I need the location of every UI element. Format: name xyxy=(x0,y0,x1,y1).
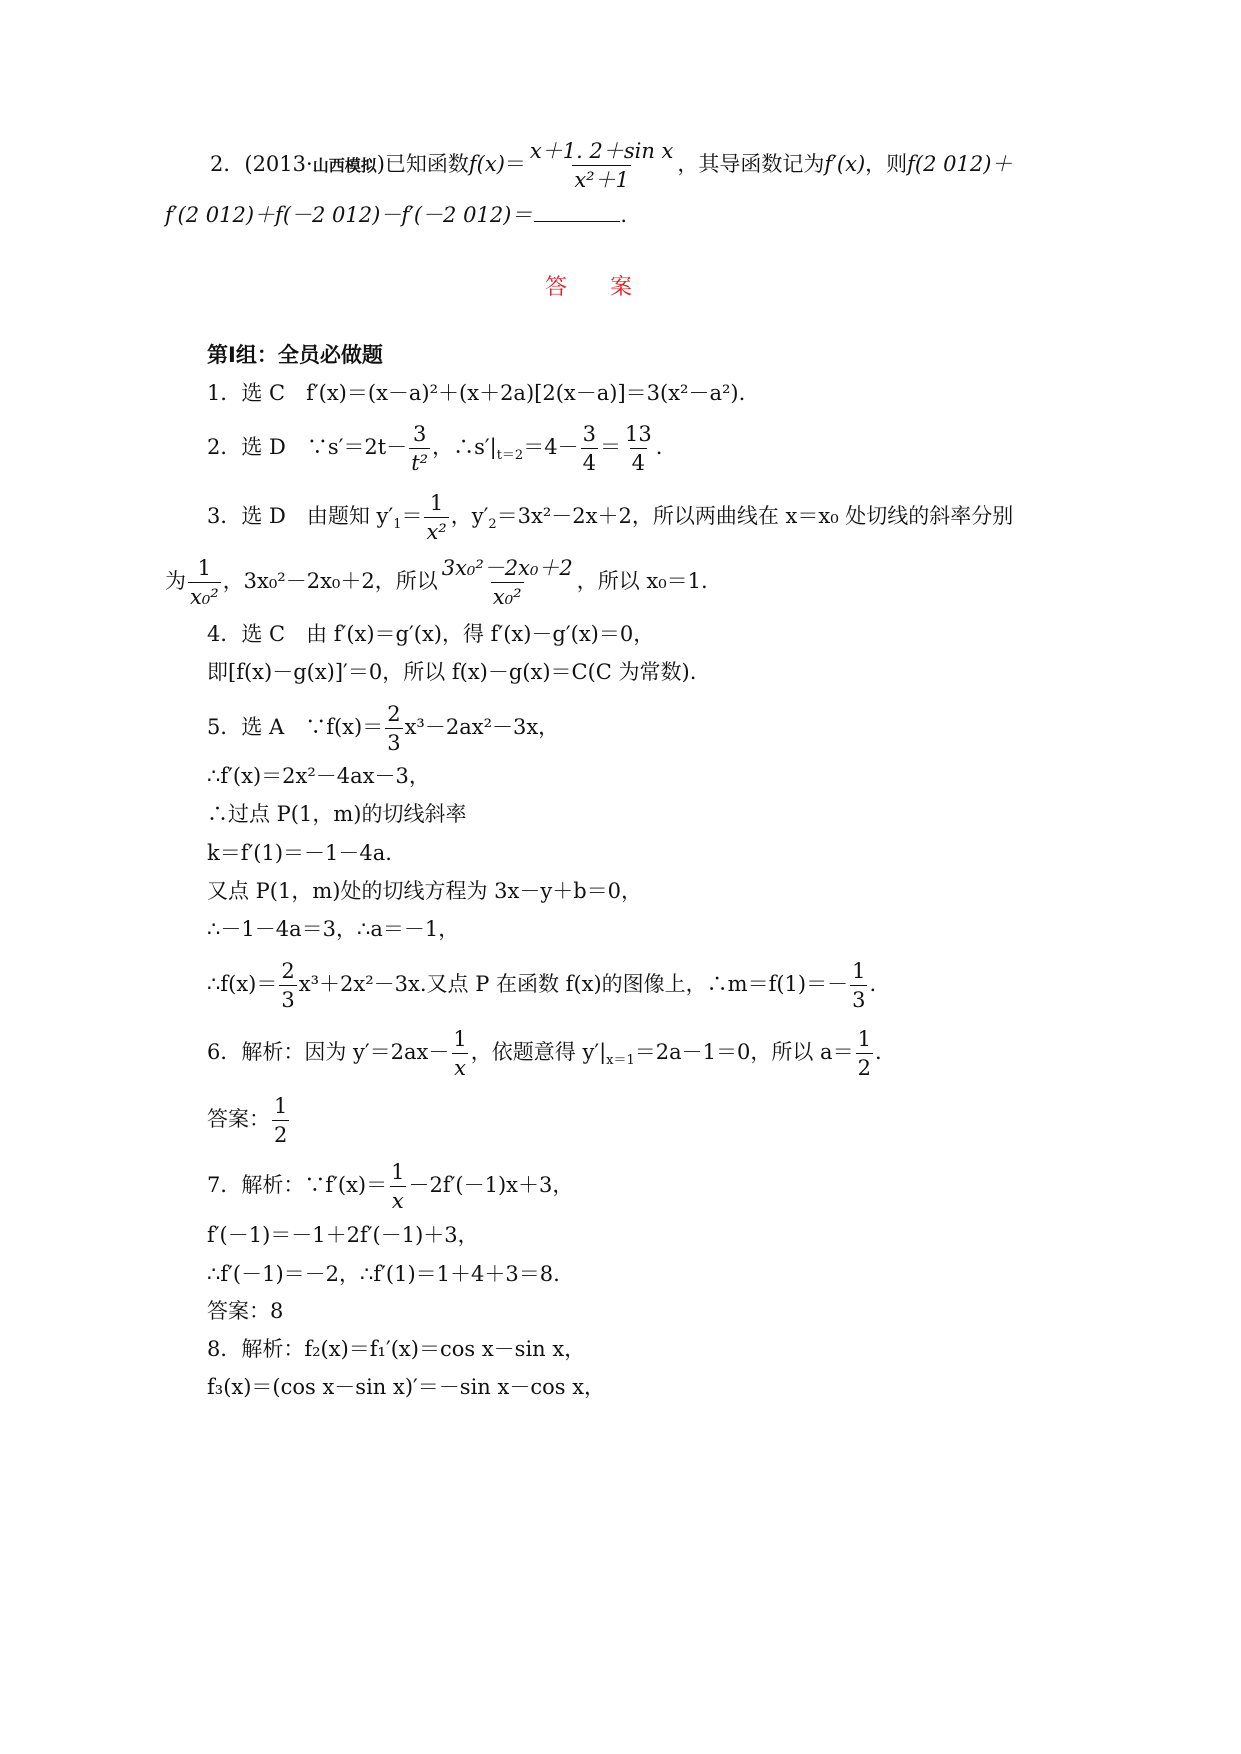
sol2-lead: 2．选 D ∵s′＝2t－ xyxy=(207,435,408,460)
sol6-lead: 6．解析：因为 y′＝2ax－ xyxy=(207,1040,450,1065)
sol5-frac-1-den: 3 xyxy=(385,728,402,754)
sol3-mid: ，y′ xyxy=(450,504,489,529)
sol5-frac-1-num: 2 xyxy=(387,702,401,726)
solution-4-line-1: 4．选 C 由 f′(x)＝g′(x)，得 f′(x)－g′(x)＝0， xyxy=(207,622,655,646)
problem-expr2: f′(2 012)＋f(－2 012)－f′(－2 012)＝ xyxy=(165,203,533,227)
problem-number: 2． xyxy=(210,152,245,177)
sol5-frac-2 xyxy=(279,960,296,1011)
sol6-answer-num: 1 xyxy=(274,1094,288,1118)
solution-2 xyxy=(207,423,662,474)
sol3-frac-3-den: x₀² xyxy=(491,582,524,608)
problem-source-place: 山西模拟 xyxy=(312,156,377,176)
solution-4-line-2: 即[f(x)－g(x)]′＝0，所以 f(x)－g(x)＝C(C 为常数). xyxy=(207,660,697,684)
sol3-rest: ＝3x²－2x＋2，所以两曲线在 x＝x₀ 处切线的斜率分别 xyxy=(496,504,1014,529)
sol7-frac-den: x xyxy=(390,1186,406,1212)
answer-blank xyxy=(534,221,620,222)
sol5-frac-1 xyxy=(385,703,402,754)
solution-3-line-2 xyxy=(165,557,708,608)
solution-5-line-6: ∴－1－4a＝3，∴a＝－1， xyxy=(207,917,460,941)
solution-5-line-5: 又点 P(1，m)处的切线方程为 3x－y＋b＝0， xyxy=(207,879,643,903)
solution-6-answer xyxy=(207,1095,291,1146)
solution-5-line-7 xyxy=(207,960,876,1011)
problem-fraction-denominator: x²＋1 xyxy=(572,165,631,191)
solution-3-line-1 xyxy=(207,492,1013,543)
problem-fraction xyxy=(528,140,675,191)
problem-2-line-1 xyxy=(210,140,1012,191)
sol7-rest: －2f′(－1)x＋3， xyxy=(408,1173,574,1198)
sol5-l7a: ∴f(x)＝ xyxy=(207,972,278,997)
sol7-frac xyxy=(389,1161,406,1212)
sol2-frac-3-den: 4 xyxy=(630,448,647,474)
sol6-answer-label: 答案： xyxy=(207,1107,270,1132)
sol6-frac-1-den: x xyxy=(452,1053,468,1079)
sol5-rest: x³－2ax²－3x， xyxy=(404,715,560,740)
solution-8-line-2: f₃(x)＝(cos x－sin x)′＝－sin x－cos x， xyxy=(207,1375,606,1399)
sol6-rest: ＝2a－1＝0，所以 a＝ xyxy=(634,1040,854,1065)
sol6-sub: x＝1 xyxy=(606,1053,635,1069)
sol3-frac-1 xyxy=(424,492,448,543)
sol6-mid: ，依题意得 y′| xyxy=(470,1040,607,1065)
sol2-frac-1-den: t² xyxy=(409,448,430,474)
sol3-frac-1-den: x² xyxy=(424,517,448,543)
sol3-frac-3 xyxy=(440,557,575,608)
solution-5-line-3: ∴过点 P(1，m)的切线斜率 xyxy=(207,802,467,826)
sol6-answer-frac xyxy=(272,1095,289,1146)
sol3-sub1: 1 xyxy=(393,517,402,533)
sol6-frac-2-den: 2 xyxy=(856,1053,873,1079)
sol2-frac-2-den: 4 xyxy=(581,448,598,474)
answer-heading: 答 案 xyxy=(545,275,650,300)
sol2-frac-1 xyxy=(409,423,430,474)
sol3-frac-2 xyxy=(188,557,221,608)
sol5-frac-2-den: 3 xyxy=(279,985,296,1011)
solution-5-line-2: ∴f′(x)＝2x²－4ax－3， xyxy=(207,764,430,788)
sol2-sub: t＝2 xyxy=(496,448,524,464)
problem-source-close: ) xyxy=(376,152,385,177)
problem-source-year: (2013· xyxy=(244,152,313,177)
problem-fx: f(x) xyxy=(468,152,505,177)
sol3-frac-1-num: 1 xyxy=(429,491,444,515)
sol3-l2c: ，所以 x₀＝1. xyxy=(576,569,708,594)
sol6-end: . xyxy=(874,1040,882,1065)
sol5-frac-2-num: 2 xyxy=(281,959,295,983)
sol3-frac-2-num: 1 xyxy=(197,556,212,580)
sol5-frac-3-den: 3 xyxy=(850,985,867,1011)
solution-7-line-2: f′(－1)＝－1＋2f′(－1)＋3， xyxy=(207,1223,479,1247)
sol3-l2a: 为 xyxy=(165,569,186,594)
sol2-frac-2-num: 3 xyxy=(582,422,596,446)
sol2-frac-3-num: 13 xyxy=(624,422,652,446)
solution-5-line-4: k＝f′(1)＝－1－4a. xyxy=(207,841,392,865)
sol2-mid2: ＝4－ xyxy=(523,435,579,460)
solution-7-line-3: ∴f′(－1)＝－2，∴f′(1)＝1＋4＋3＝8. xyxy=(207,1262,560,1286)
solution-6-line-1 xyxy=(207,1028,882,1079)
sol2-end: . xyxy=(655,435,663,460)
sol5-l7b: x³＋2x²－3x.又点 P 在函数 f(x)的图像上，∴m＝f(1)＝－ xyxy=(298,972,849,997)
sol7-lead: 7．解析：∵f′(x)＝ xyxy=(207,1173,388,1198)
problem-intro: 已知函数 xyxy=(384,152,469,177)
problem-after: ，其导函数记为 xyxy=(677,152,825,177)
problem-expr1: f(2 012)＋ xyxy=(907,152,1013,177)
sol5-frac-3 xyxy=(850,960,867,1011)
sol6-frac-2-num: 1 xyxy=(857,1027,871,1051)
solution-5-line-1 xyxy=(207,703,559,754)
sol3-l2b: ，3x₀²－2x₀＋2，所以 xyxy=(222,569,438,594)
solution-8-line-1: 8．解析：f₂(x)＝f₁′(x)＝cos x－sin x， xyxy=(207,1337,586,1361)
sol5-frac-3-num: 1 xyxy=(852,959,866,983)
sol5-lead: 5．选 A ∵f(x)＝ xyxy=(207,715,384,740)
solution-7-line-1 xyxy=(207,1161,573,1212)
sol5-l7c: . xyxy=(869,972,877,997)
group-title: 第Ⅰ组：全员必做题 xyxy=(207,343,383,367)
sol2-frac-3 xyxy=(623,423,654,474)
problem-eq: ＝ xyxy=(504,152,526,177)
sol2-frac-1-num: 3 xyxy=(412,422,427,446)
sol3-sub2: 2 xyxy=(488,517,497,533)
solution-7-answer: 答案：8 xyxy=(207,1299,284,1323)
sol6-frac-1-num: 1 xyxy=(453,1027,467,1051)
sol3-eq1: ＝ xyxy=(401,504,423,529)
sol3-frac-3-num: 3x₀²－2x₀＋2 xyxy=(441,556,573,580)
sol2-mid: ，∴s′| xyxy=(432,435,497,460)
sol2-frac-2 xyxy=(581,423,598,474)
sol3-frac-2-den: x₀² xyxy=(188,582,221,608)
sol7-frac-num: 1 xyxy=(391,1160,405,1184)
problem-end: . xyxy=(620,203,628,227)
solution-1: 1．选 C f′(x)＝(x－a)²＋(x＋2a)[2(x－a)]＝3(x²－a²). xyxy=(207,381,746,405)
sol6-frac-2 xyxy=(856,1028,873,1079)
sol6-answer-den: 2 xyxy=(272,1120,289,1146)
problem-fraction-numerator: x＋1. 2＋sin x xyxy=(529,139,674,163)
problem-fprime: f′(x) xyxy=(824,152,866,177)
problem-then: ，则 xyxy=(865,152,908,177)
sol6-frac-1 xyxy=(451,1028,468,1079)
sol3-lead: 3．选 D 由题知 y′ xyxy=(207,504,394,529)
problem-2-line-2 xyxy=(165,205,627,226)
sol2-eq: ＝ xyxy=(599,435,621,460)
